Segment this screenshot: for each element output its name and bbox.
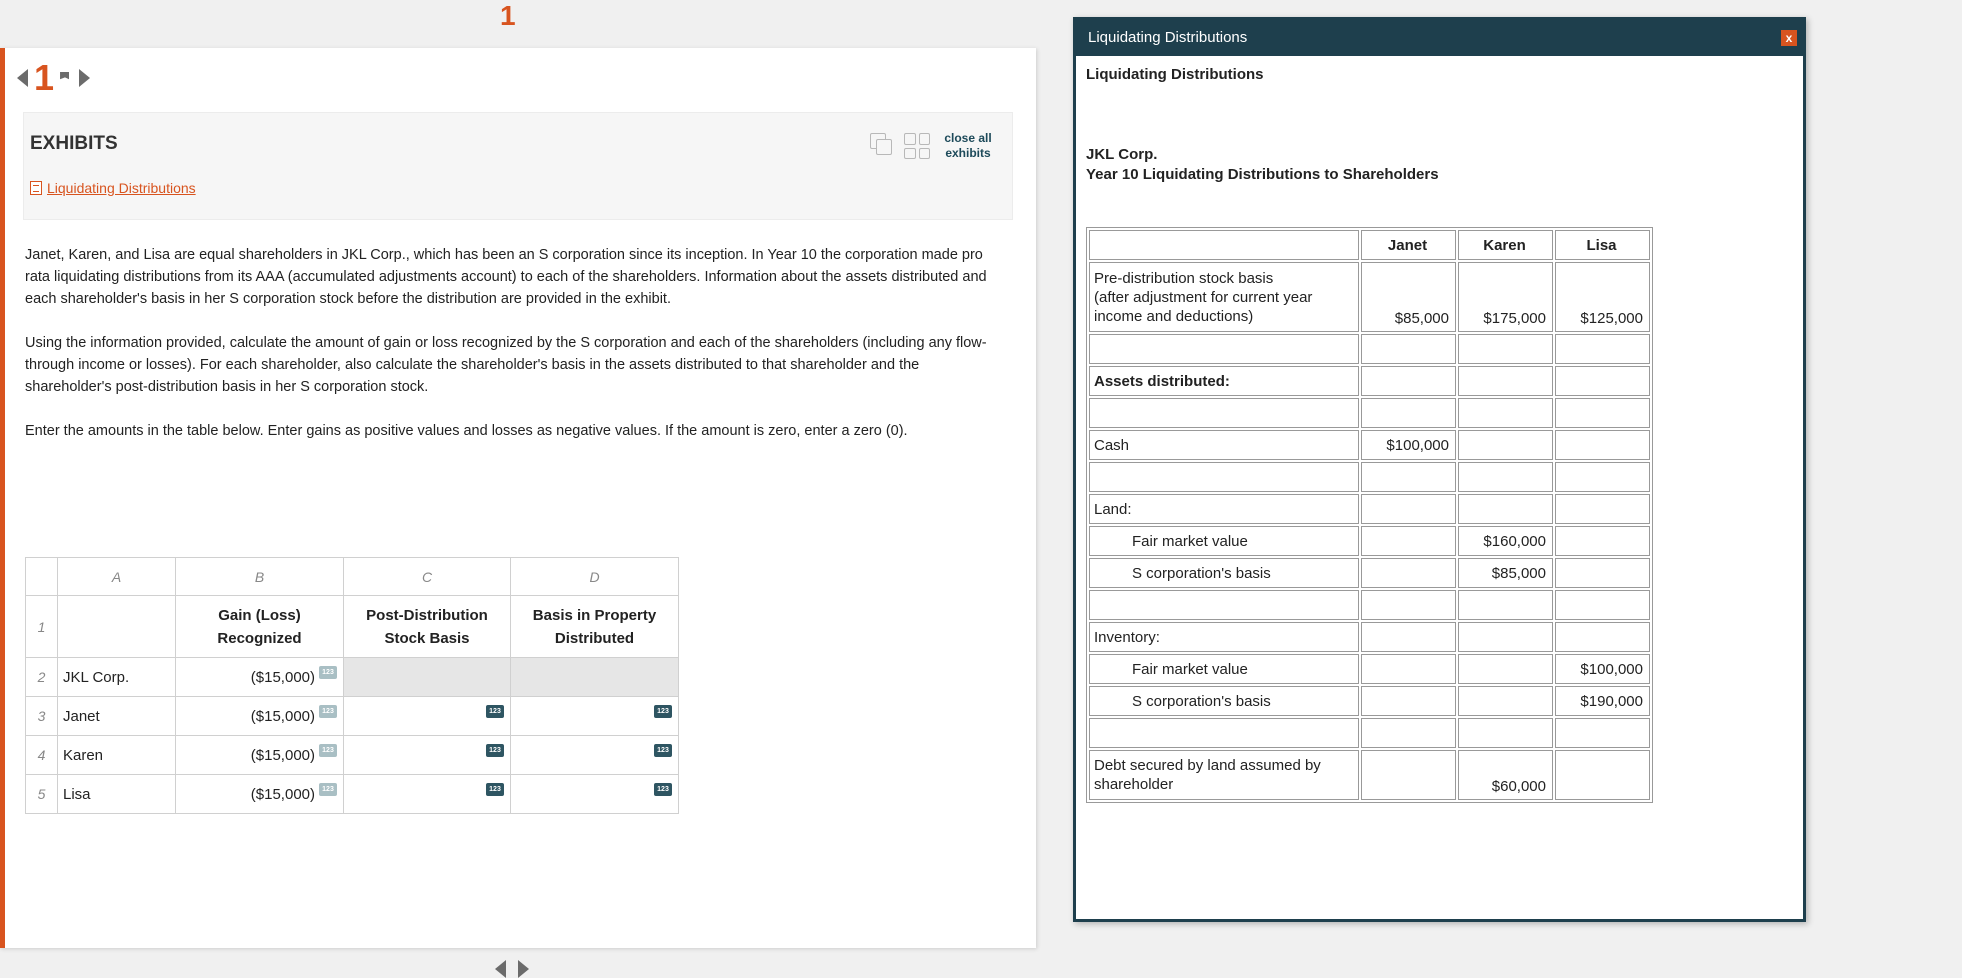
numeric-entry-icon[interactable]: 123	[486, 744, 504, 757]
tile-windows-icon[interactable]	[904, 133, 930, 159]
land-basis-janet	[1361, 558, 1456, 588]
question-paragraph-1: Janet, Karen, and Lisa are equal shareholders in JKL Corp., which has been an S corporation since its inception. In Year 10 the corporation made pro rata liquidating distributions from its AAA (accumulated adjustments account) to each of the shareholders. Information about the assets distributed and each shareholder's basis in her S corporation stock before the distribution are provided in the exhibit.	[25, 247, 987, 307]
numeric-entry-icon[interactable]: 123	[319, 705, 337, 718]
column-letter-b: B	[176, 558, 344, 596]
assets-distributed-label: Assets distributed:	[1089, 366, 1359, 396]
document-icon	[30, 181, 42, 195]
header-post-line2: Stock Basis	[384, 629, 470, 647]
inventory-fmv-lisa: $100,000	[1555, 654, 1650, 684]
header-label-cell	[58, 596, 176, 658]
exhibit-tools	[870, 131, 998, 161]
table-row	[1089, 590, 1650, 620]
column-header-karen: Karen	[1458, 230, 1553, 260]
post-basis-cell-lisa[interactable]	[344, 775, 511, 814]
header-post-distribution-basis	[344, 596, 511, 658]
gain-cell-karen[interactable]	[176, 736, 344, 775]
header-gain-loss	[176, 596, 344, 658]
row-label: Janet	[58, 697, 176, 736]
row-label: Lisa	[58, 775, 176, 814]
exhibit-heading: Liquidating Distributions	[1086, 66, 1264, 83]
table-row	[26, 736, 679, 775]
gain-cell-jkl[interactable]	[176, 658, 344, 697]
header-gain-line2: Recognized	[217, 629, 302, 647]
prev-question-icon[interactable]	[17, 69, 28, 87]
row-label: Karen	[58, 736, 176, 775]
land-fmv-label: Fair market value	[1089, 526, 1359, 556]
exhibits-box	[23, 112, 1013, 220]
predist-label	[1089, 262, 1359, 332]
exhibit-corp-block	[1086, 145, 1439, 185]
question-text	[25, 244, 1005, 464]
table-row	[1089, 262, 1650, 332]
numeric-entry-icon[interactable]: 123	[654, 705, 672, 718]
table-row	[1089, 654, 1650, 684]
table-row	[1089, 430, 1650, 460]
post-basis-cell-janet[interactable]	[344, 697, 511, 736]
post-basis-cell-jkl-disabled	[344, 658, 511, 697]
numeric-entry-icon[interactable]: 123	[319, 666, 337, 679]
table-row	[1089, 334, 1650, 364]
row-label: JKL Corp.	[58, 658, 176, 697]
inventory-basis-janet	[1361, 686, 1456, 716]
table-row	[1089, 622, 1650, 652]
inventory-label: Inventory:	[1089, 622, 1359, 652]
exhibit-subtitle: Year 10 Liquidating Distributions to Shareholders	[1086, 166, 1439, 183]
header-post-line1: Post-Distribution	[366, 606, 488, 624]
cash-lisa	[1555, 430, 1650, 460]
numeric-entry-icon[interactable]: 123	[319, 783, 337, 796]
inventory-basis-karen	[1458, 686, 1553, 716]
debt-label-line2: shareholder	[1094, 776, 1174, 793]
answer-grid	[25, 557, 679, 814]
question-paragraph-3: Enter the amounts in the table below. Enter gains as positive values and losses as negative values. If the amount is zero, enter a zero (0).	[25, 423, 908, 439]
next-question-icon[interactable]	[79, 69, 90, 87]
question-panel	[0, 48, 1036, 948]
inventory-basis-lisa: $190,000	[1555, 686, 1650, 716]
predist-janet: $85,000	[1361, 262, 1456, 332]
top-question-number: 1	[500, 0, 516, 31]
inventory-fmv-label: Fair market value	[1089, 654, 1359, 684]
debt-janet	[1361, 750, 1456, 800]
predist-karen: $175,000	[1458, 262, 1553, 332]
numeric-entry-icon[interactable]: 123	[319, 744, 337, 757]
close-all-exhibits-button[interactable]	[938, 131, 998, 161]
numeric-entry-icon[interactable]: 123	[654, 744, 672, 757]
table-row	[1089, 398, 1650, 428]
gain-value: ($15,000)	[250, 785, 315, 803]
land-label: Land:	[1089, 494, 1359, 524]
debt-karen: $60,000	[1458, 750, 1553, 800]
row-number: 3	[26, 697, 58, 736]
property-basis-cell-lisa[interactable]	[511, 775, 679, 814]
next-page-icon[interactable]	[518, 960, 529, 978]
question-paragraph-2: Using the information provided, calculate the amount of gain or loss recognized by the S corporation and each of the shareholders (including any flow-through income or losses). For each shareholder, also calculate the shareholder's basis in the assets distributed to that shareholder and the shareholder's post-distribution basis in her S corporation stock.	[25, 335, 987, 395]
gain-cell-lisa[interactable]	[176, 775, 344, 814]
cash-karen	[1458, 430, 1553, 460]
predist-label-line1: Pre-distribution stock basis	[1094, 269, 1274, 287]
predist-lisa: $125,000	[1555, 262, 1650, 332]
table-row	[1089, 526, 1650, 556]
gain-value: ($15,000)	[250, 668, 315, 686]
close-all-label-1: close all	[944, 131, 992, 145]
land-basis-label: S corporation's basis	[1089, 558, 1359, 588]
table-row	[26, 775, 679, 814]
inventory-basis-label: S corporation's basis	[1089, 686, 1359, 716]
table-row	[1089, 558, 1650, 588]
table-row	[1089, 462, 1650, 492]
question-nav	[17, 57, 90, 98]
land-fmv-janet	[1361, 526, 1456, 556]
exhibits-title: EXHIBITS	[30, 133, 118, 154]
exhibit-link-label[interactable]: Liquidating Distributions	[47, 180, 196, 196]
page-arrows	[495, 960, 529, 978]
row-number: 5	[26, 775, 58, 814]
debt-lisa	[1555, 750, 1650, 800]
table-row	[26, 697, 679, 736]
land-basis-karen: $85,000	[1458, 558, 1553, 588]
cash-janet: $100,000	[1361, 430, 1456, 460]
numeric-entry-icon[interactable]: 123	[654, 783, 672, 796]
close-icon[interactable]: x	[1781, 30, 1797, 46]
post-basis-cell-karen[interactable]	[344, 736, 511, 775]
exhibit-link-liquidating-distributions[interactable]	[30, 180, 196, 196]
row-number: 2	[26, 658, 58, 697]
inventory-fmv-janet	[1361, 654, 1456, 684]
column-letter-a: A	[58, 558, 176, 596]
column-letter-c: C	[344, 558, 511, 596]
predist-label-line2: (after adjustment for current year	[1094, 288, 1313, 306]
property-basis-cell-jkl-disabled	[511, 658, 679, 697]
land-fmv-lisa	[1555, 526, 1650, 556]
numeric-entry-icon[interactable]: 123	[486, 783, 504, 796]
question-number: 1	[34, 57, 55, 98]
table-row	[1089, 750, 1650, 800]
property-basis-cell-janet[interactable]	[511, 697, 679, 736]
debt-label	[1089, 750, 1359, 800]
prev-page-icon[interactable]	[495, 960, 506, 978]
column-header-lisa: Lisa	[1555, 230, 1650, 260]
corner-cell	[26, 558, 58, 596]
land-fmv-karen: $160,000	[1458, 526, 1553, 556]
table-row	[26, 658, 679, 697]
land-basis-lisa	[1555, 558, 1650, 588]
debt-label-line1: Debt secured by land assumed by	[1094, 757, 1321, 774]
gain-value: ($15,000)	[250, 746, 315, 764]
gain-cell-janet[interactable]	[176, 697, 344, 736]
exhibit-window[interactable]	[1073, 17, 1806, 922]
row-number: 4	[26, 736, 58, 775]
corp-name: JKL Corp.	[1086, 146, 1158, 163]
header-basis-in-property	[511, 596, 679, 658]
table-row	[1089, 494, 1650, 524]
exhibit-window-title: Liquidating Distributions	[1088, 29, 1248, 46]
cascade-windows-icon[interactable]	[870, 133, 896, 159]
table-row	[1089, 686, 1650, 716]
close-all-label-2: exhibits	[945, 146, 991, 160]
row-number: 1	[26, 596, 58, 658]
predist-label-line3: income and deductions)	[1094, 307, 1254, 325]
exhibit-table	[1086, 227, 1653, 803]
inventory-fmv-karen	[1458, 654, 1553, 684]
table-row	[1089, 230, 1650, 260]
column-letter-d: D	[511, 558, 679, 596]
numeric-entry-icon[interactable]: 123	[486, 705, 504, 718]
column-header-janet: Janet	[1361, 230, 1456, 260]
header-basis-line2: Distributed	[554, 629, 635, 647]
header-basis-line1: Basis in Property	[532, 606, 657, 624]
cash-label: Cash	[1089, 430, 1359, 460]
table-cell	[1089, 230, 1359, 260]
gain-value: ($15,000)	[250, 707, 315, 725]
flag-icon[interactable]	[60, 72, 69, 84]
header-gain-line1: Gain (Loss)	[218, 606, 301, 624]
property-basis-cell-karen[interactable]	[511, 736, 679, 775]
exhibit-window-titlebar[interactable]	[1076, 20, 1803, 56]
table-row	[1089, 718, 1650, 748]
table-row	[1089, 366, 1650, 396]
